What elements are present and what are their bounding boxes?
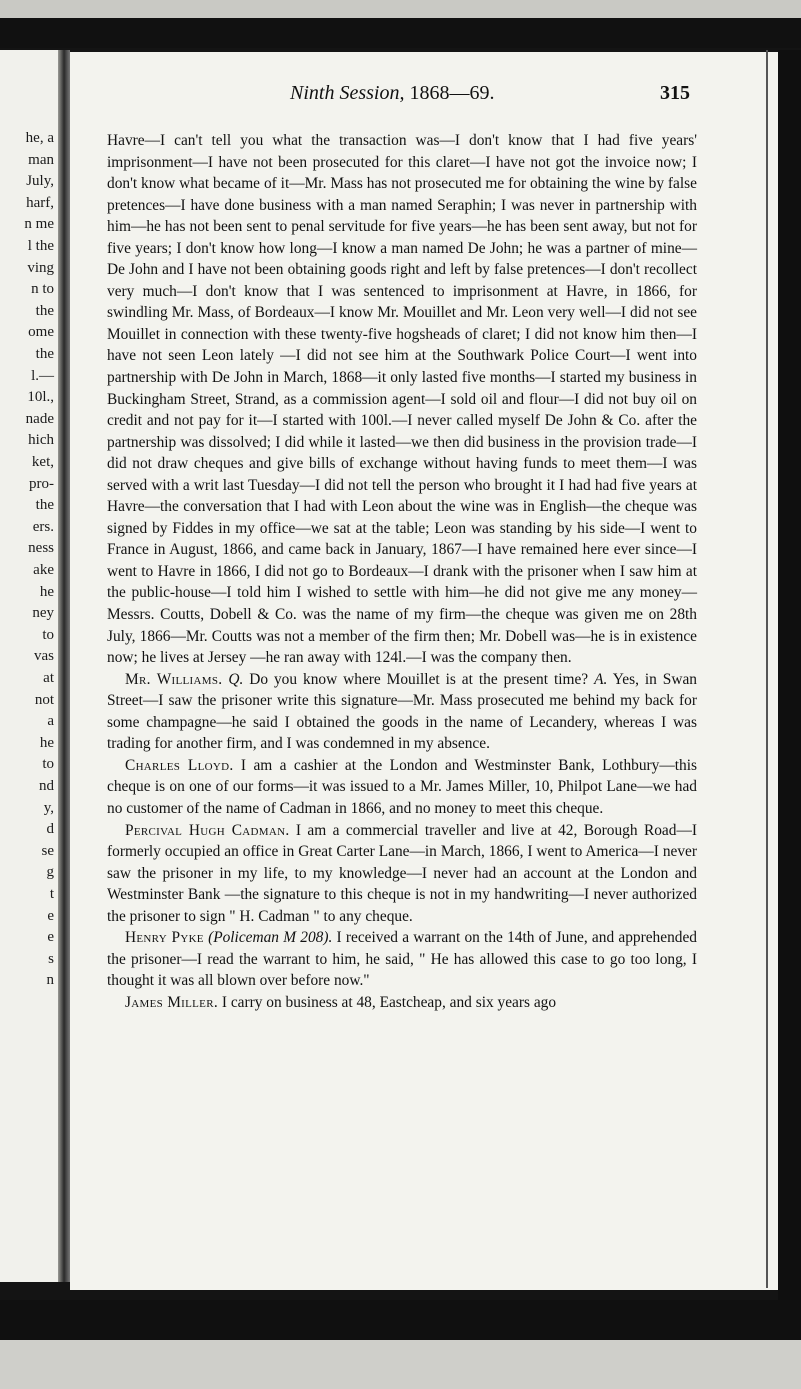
left-page-fragment: vas (34, 648, 54, 665)
left-page-fragment: not (34, 691, 54, 708)
testimony-text: I carry on business at 48, Eastcheap, and six years ago (221, 993, 557, 1011)
left-page-fragment: 10l., (27, 389, 54, 406)
left-page-fragment: ney (32, 605, 54, 622)
left-page-fragment: d (46, 821, 54, 838)
left-page-fragment: n to (31, 281, 54, 298)
left-page-fragment: g (46, 864, 54, 881)
paragraph-percival-hugh-cadman (107, 820, 697, 928)
testimony-text: I am a cashier at the London and Westminster Bank, Lothbury—this cheque is on one of our forms—it was issued to a Mr. James Miller, 10, Philpot Lane—we had no customer of the name of Cadman in 1866, and no money to meet this cheque. (107, 756, 697, 817)
question-text: Do you know where Mouillet is at the present time? (249, 670, 589, 688)
left-page-fragment: e (47, 907, 54, 924)
page-number: 315 (660, 82, 690, 104)
left-page-edge (0, 50, 58, 1282)
left-page-fragment: ket, (31, 454, 54, 470)
scan-right-border (778, 50, 801, 1300)
left-page-fragment: ving (27, 259, 54, 276)
page-edge-line (766, 50, 768, 1288)
left-page-fragment: he, a (25, 130, 54, 146)
left-page-fragment: pro- (29, 475, 54, 492)
left-page-fragment: harf, (26, 194, 54, 211)
left-page-fragment: l.— (31, 367, 54, 384)
left-page-fragment: the (35, 346, 54, 362)
running-head-years: 1868—69. (409, 82, 495, 104)
left-page-fragment: nade (25, 410, 54, 427)
right-page (70, 52, 778, 1290)
left-page-fragment: ers. (32, 518, 54, 535)
left-page-fragment: t (49, 886, 54, 902)
speaker-role: (Policeman M 208). (208, 929, 333, 947)
left-page-fragment: the (35, 302, 54, 319)
running-head (290, 82, 494, 105)
paragraph-testimony-continued: Havre—I can't tell you what the transaction was—I don't know that I had five years' imprisonment—I have not been prosecuted for this claret—I have not got the invoice now; I don't know what became of it—Mr. Mass has not prosecuted me for obtaining the wine by false pretences—I have done business with a man named Seraphin; I was never in partnership with him—he has not been sent to penal servitude for five years—he has been sent away, but not for five years; I don't know how long—I know a man named De John; he was a partner of mine—De John and I have not been obtaining goods right and left by false pretences—I don't recollect very much—I don't know that I was sentenced to imprisonment at Havre, in 1866, for swindling Mr. Mass, of Bordeaux—I know Mr. Mouillet and Mr. Leon very well—I did not see Mouillet in connection with these twenty-five hogsheads of claret; I did not know him then—I have not seen Leon lately —I did not see him at the Southwark Police Court—I went into partnership with De John in March, 1868—it only lasted five months—I started my business in Buckingham Street, Strand, as a commission agent—I sold oil and flour—I did not buy oil on credit and not pay for it—I started with 100l.—I never called myself De John & Co. after the partnership was dissolved; I did while it lasted—we then did business in the provision trade—I did not draw cheques and give bills of exchange without having funds to meet them—I was served with a writ last Tuesday—I did not tell the person who brought it I had had five years at Havre—the conversation that I had with Leon about the wine was in English—the cheque was signed by Fiddes in my office—we sat at the table; Leon was standing by his side—I went to France in August, 1866, and came back in January, 1867—I have remained here ever since—I went to Havre in 1866, I did not go to Bordeaux—I drank with the prisoner when I saw him at the public-house—I told him I wished to settle with him—he did not give me any money—Messrs. Coutts, Dobell & Co. was the name of my firm—the cheque was given me on 28th July, 1866—Mr. Coutts was not a member of the firm then; Mr. Dobell was—he is in existence now; he lives at Jersey —he ran away with 124l.—I was the company then. (107, 132, 697, 667)
paragraph-charles-lloyd (107, 755, 697, 820)
speaker-name: Charles Lloyd. (125, 756, 234, 774)
body-text (107, 130, 697, 1013)
left-page-fragment: at (43, 670, 54, 686)
speaker-name: Percival Hugh Cadman. (125, 821, 290, 839)
left-page-fragment: nd (39, 778, 54, 794)
speaker-name: Mr. Williams. (125, 670, 223, 688)
left-page-fragment: e (47, 929, 54, 946)
left-page-fragment: se (41, 842, 54, 859)
left-page-fragment: he (39, 583, 54, 600)
left-page-fragment: ome (28, 324, 54, 341)
left-page-fragment: man (28, 151, 54, 168)
question-label: Q. (228, 670, 244, 688)
left-page-fragment: a (47, 713, 54, 730)
paragraph-james-miller (107, 992, 697, 1014)
running-head-session: Ninth Session, (290, 82, 405, 104)
left-page-fragment: the (35, 497, 54, 514)
book-gutter (58, 50, 70, 1282)
left-page-fragment: hich (28, 432, 54, 449)
book-top-shadow (0, 18, 801, 48)
left-page-fragment: ness (28, 540, 54, 557)
left-page-fragment: n me (24, 216, 54, 233)
speaker-name: Henry Pyke (125, 929, 204, 947)
testimony-text: I received a warrant on the 14th of June, and apprehended the prisoner—I read the warrant to him, he said, " He has allowed this case to go too long, I thought it was all blown over before now." (107, 929, 697, 990)
scan-bottom-band (0, 1340, 801, 1389)
left-page-fragment: ake (33, 562, 54, 578)
left-page-fragment: n (46, 972, 54, 989)
testimony-text: I am a commercial traveller and live at 42, Borough Road—I formerly occupied an office in Great Carter Lane—in March, 1866, I went to America—I never saw the prisoner in my life, to my knowledge—I never had an account at the London and Westminster Bank —the signature to this cheque is not in my handwriting—I never authorized the prisoner to sign " H. Cadman " to any cheque. (107, 821, 697, 925)
left-page-fragment: l the (27, 238, 54, 254)
speaker-name: James Miller. (125, 993, 218, 1011)
left-page-fragment: July, (26, 173, 54, 190)
left-page-fragment: to (42, 756, 54, 773)
left-page-fragment: s (48, 950, 54, 967)
book-bottom-shadow (0, 1300, 801, 1340)
left-page-fragment: y, (43, 799, 54, 816)
left-page-fragment: he (39, 734, 54, 751)
paragraph-mr-williams (107, 669, 697, 755)
answer-label: A. (594, 670, 608, 688)
page-header (290, 82, 710, 108)
paragraph-henry-pyke (107, 927, 697, 992)
left-page-fragment: to (42, 626, 54, 643)
answer-text: Yes, in Swan Street—I saw the prisoner write this signature—Mr. Mass prosecuted me behind my back for some champagne—he said I obtained the goods in the name of Lecandery, whereas I was trading for another firm, and I was condemned in my absence. (107, 670, 697, 753)
